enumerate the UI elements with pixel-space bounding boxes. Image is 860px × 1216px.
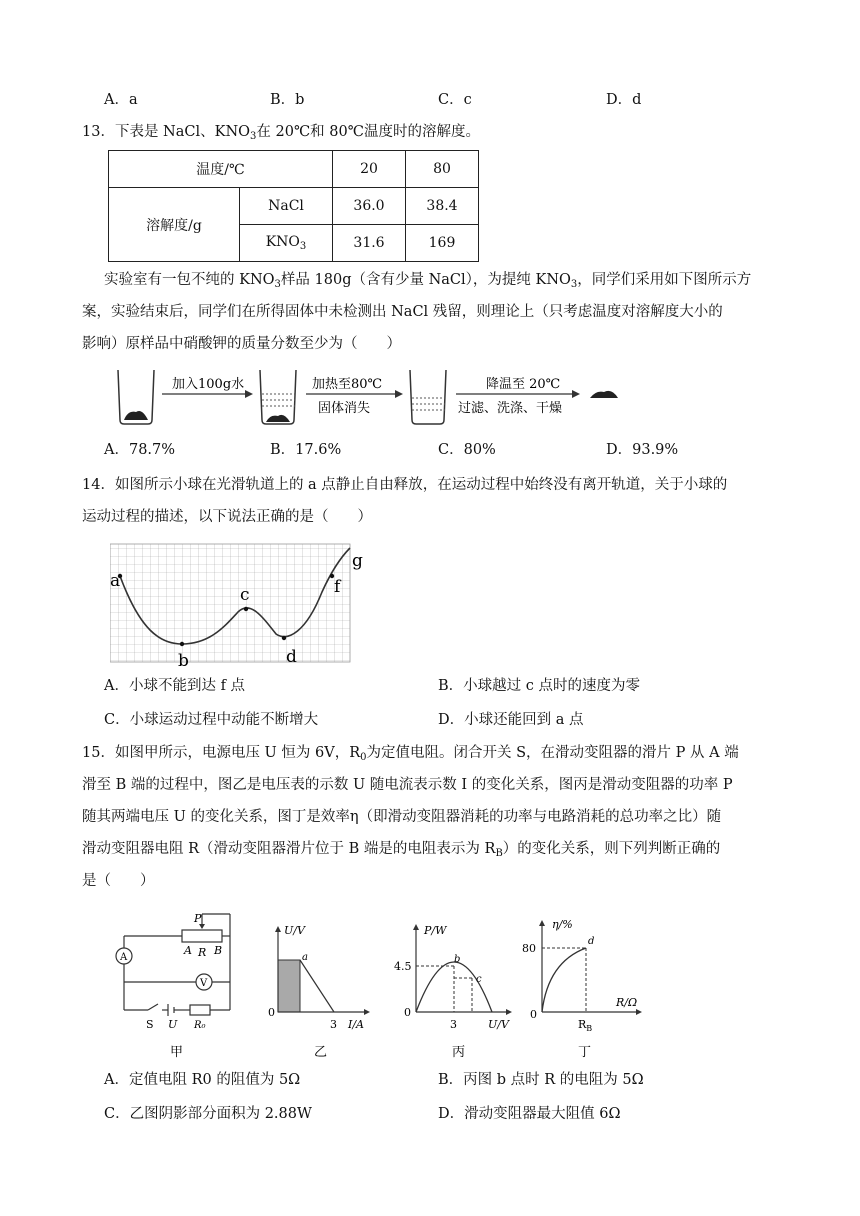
caption-ding: 丁	[578, 1045, 592, 1060]
product-crystals	[590, 391, 618, 398]
ding-ylabel: η/%	[552, 918, 573, 931]
q14-option-c: C．小球运动过程中动能不断增大	[104, 712, 319, 728]
q15-stem-line4: 滑动变阻器电阻 R（滑动变阻器滑片位于 B 端是的电阻表示为 $R_B$）的变化关系，则下列判断正确的	[82, 841, 721, 859]
ding-point-d: d	[588, 936, 595, 947]
flow-step3-bottom: 过滤、洗涤、干燥	[458, 401, 563, 416]
q15-option-c: C．乙图阴影部分面积为 2.88W	[104, 1106, 312, 1122]
table-header-20: 20	[333, 151, 406, 188]
point-f-label: f	[334, 577, 341, 597]
beaker-3	[410, 370, 446, 424]
q12-option-d: D．d	[606, 92, 642, 108]
q12-option-c: C．c	[438, 92, 472, 108]
voltmeter-symbol: V	[200, 978, 208, 989]
table-cell-kno3: $KNO_3$	[240, 225, 333, 262]
table-cell-nacl-20: 36.0	[333, 188, 406, 225]
yi-origin: 0	[268, 1006, 275, 1019]
point-b-label: b	[178, 651, 189, 668]
q13-stem: 13．下表是 NaCl、$KNO_3$在 20℃和 80℃温度时的溶解度。	[82, 124, 480, 142]
bing-x3: 3	[450, 1018, 457, 1031]
table-row-label-solubility: 溶解度/g	[109, 188, 240, 262]
flow-step3-top: 降温至 20℃	[486, 377, 561, 392]
table-header-temp: 温度/℃	[109, 151, 333, 188]
q13-paragraph-line3: 影响）原样品中硝酸钾的质量分数至少为（ ）	[82, 336, 401, 352]
q14-stem-line1: 14．如图所示小球在光滑轨道上的 a 点静止自由释放，在运动过程中始终没有离开轨道，关于小球的	[82, 477, 728, 493]
flow-step2-top: 加热至80℃	[312, 377, 383, 392]
fig-ding-graph	[520, 912, 654, 1060]
flow-step1-label: 加入100g水	[172, 377, 245, 392]
label-P: P	[194, 912, 202, 925]
q13-experiment-flow	[110, 364, 710, 430]
table-cell-kno3-80: 169	[406, 225, 479, 262]
label-A-terminal: A	[184, 944, 192, 957]
fig-bing-graph	[394, 920, 522, 1060]
point-d-label: d	[286, 647, 297, 667]
yi-line	[300, 960, 334, 1012]
bing-y45: 4.5	[394, 960, 412, 973]
bing-point-b: b	[454, 954, 461, 965]
q15-option-b: B．丙图 b 点时 R 的电阻为 5Ω	[438, 1072, 644, 1088]
label-R0: R₀	[194, 1020, 206, 1031]
q12-option-b: B．b	[270, 92, 305, 108]
bing-xlabel: U/V	[488, 1018, 509, 1031]
yi-ylabel: U/V	[284, 924, 305, 937]
caption-jia: 甲	[170, 1045, 184, 1060]
q14-option-d: D．小球还能回到 a 点	[438, 712, 584, 728]
q13-option-d: D．93.9%	[606, 442, 679, 458]
q15-stem-line2: 滑至 B 端的过程中，图乙是电压表的示数 U 随电流表示数 I 的变化关系，图丙是滑动变阻器的功率 P	[82, 777, 733, 793]
bing-ylabel: P/W	[424, 924, 447, 937]
table-cell-nacl-80: 38.4	[406, 188, 479, 225]
ding-xlabel: R/Ω	[616, 996, 638, 1009]
q15-option-d: D．滑动变阻器最大阻值 6Ω	[438, 1106, 621, 1122]
point-c-label: c	[240, 585, 250, 605]
table-cell-kno3-20: 31.6	[333, 225, 406, 262]
q13-option-b: B．17.6%	[270, 442, 342, 458]
q13-option-a: A．78.7%	[104, 442, 176, 458]
point-a-label: a	[110, 571, 121, 591]
yi-x3: 3	[330, 1018, 337, 1031]
table-header-80: 80	[406, 151, 479, 188]
q15-stem-line5: 是（ ）	[82, 873, 155, 889]
q15-option-a: A．定值电阻 R0 的阻值为 5Ω	[104, 1072, 301, 1088]
ammeter-symbol: A	[120, 952, 128, 963]
q14-track-figure	[110, 540, 370, 668]
ding-origin: 0	[530, 1008, 537, 1021]
label-U: U	[168, 1018, 178, 1031]
yi-xlabel: I/A	[348, 1018, 364, 1031]
ding-xRB: $R_B$	[578, 1018, 593, 1033]
q14-option-a: A．小球不能到达 f 点	[104, 678, 246, 694]
beaker-2	[260, 370, 296, 424]
caption-bing: 丙	[452, 1045, 466, 1060]
solubility-table	[108, 150, 479, 262]
bing-origin: 0	[404, 1006, 411, 1019]
fig-yi-graph	[264, 920, 374, 1060]
solid-sample-1	[124, 411, 148, 420]
label-B-terminal: B	[214, 944, 223, 957]
fig-jia-circuit	[104, 910, 244, 1060]
caption-yi: 乙	[314, 1045, 328, 1060]
bing-point-c: c	[476, 974, 482, 985]
table-cell-nacl: NaCl	[240, 188, 333, 225]
q13-paragraph-line1: 实验室有一包不纯的 $KNO_3$样品 180g（含有少量 NaCl），为提纯 $KNO_3$，同学们采用如下图所示方	[104, 272, 752, 290]
q13-option-c: C．80%	[438, 442, 496, 458]
point-g-label: g	[352, 551, 363, 571]
q14-stem-line2: 运动过程的描述，以下说法正确的是（ ）	[82, 509, 372, 525]
q13-paragraph-line2: 案，实验结束后，同学们在所得固体中未检测出 NaCl 残留，则理论上（只考虑温度对溶解度大小的	[82, 304, 723, 320]
q15-stem-line1: 15．如图甲所示，电源电压 U 恒为 6V，$R_0$为定值电阻。闭合开关 S，在滑动变阻器的滑片 P 从 A 端	[82, 745, 739, 763]
label-S: S	[146, 1018, 154, 1031]
ding-curve	[542, 948, 586, 1012]
ding-y80: 80	[522, 942, 536, 955]
q12-option-a: A．a	[104, 92, 138, 108]
flow-step2-bottom: 固体消失	[318, 401, 371, 416]
yi-point-a: a	[302, 952, 308, 963]
q15-stem-line3: 随其两端电压 U 的变化关系，图丁是效率η（即滑动变阻器消耗的功率与电路消耗的总功率之比）随	[82, 809, 722, 825]
q14-option-b: B．小球越过 c 点时的速度为零	[438, 678, 640, 694]
label-R: R	[198, 946, 207, 959]
